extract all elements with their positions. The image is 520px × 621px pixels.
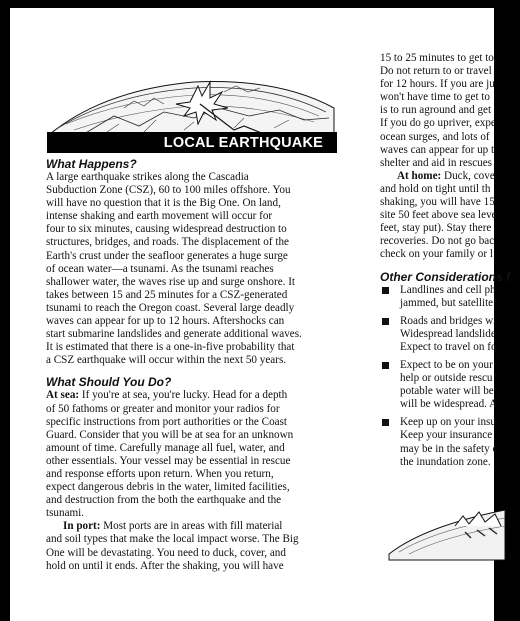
text-line: a CSZ earthquake will occur within the next 50 years. xyxy=(46,354,287,367)
next-section-illustration xyxy=(385,496,505,560)
text-line: jammed, but satellite xyxy=(400,296,494,309)
text-line: recoveries. Do not go bac xyxy=(380,235,495,248)
text-line: is to run aground and get xyxy=(380,104,492,117)
text-line: and soil types that make the local impact worse. The Big xyxy=(46,533,299,546)
text-line: waves can appear for up to 12 hours. Aftershocks can xyxy=(46,315,285,328)
bullet-item xyxy=(380,284,520,310)
text-line: A large earthquake strikes along the Cascadia xyxy=(46,171,249,183)
text-line: specific instructions from port authorities or the Coast xyxy=(46,415,288,428)
square-bullet-icon xyxy=(382,419,389,426)
text-line: four to six minutes, causing widespread destruction to xyxy=(46,223,287,236)
text-line: Subduction Zone (CSZ), 60 to 100 miles offshore. You xyxy=(46,184,291,197)
text-line: It is estimated that there is a one-in-five probability that xyxy=(46,341,295,354)
text-line: shaking, you will have 15 xyxy=(380,196,495,209)
text-line: check on your family or l xyxy=(380,248,493,261)
text-line: the inundation zone. xyxy=(400,455,491,468)
square-bullet-icon xyxy=(382,318,389,325)
text-line: will be widespread. A xyxy=(400,398,498,411)
text-line: hold on until it ends. After the shaking, you will have xyxy=(46,559,284,572)
text-line: takes between 15 and 25 minutes for a CSZ-generated xyxy=(46,288,288,301)
text-line xyxy=(46,520,336,533)
text-line: Keep up on your insu xyxy=(400,416,496,429)
text-line: help or outside rescu xyxy=(400,372,493,385)
document-page xyxy=(10,8,511,621)
text-line xyxy=(380,170,520,183)
text-line: for 12 hours. If you are ju xyxy=(380,78,495,91)
paragraph-in-port-continued xyxy=(380,52,520,170)
text-line: Keep your insurance xyxy=(400,429,493,442)
text-line: One will be devastating. You need to duck, cover, and xyxy=(46,546,286,559)
paragraph-what-happens xyxy=(46,171,336,367)
paragraph-in-port xyxy=(46,520,336,572)
bullet-item xyxy=(380,315,520,354)
text-line: structures, bridges, and roads. The displacement of the xyxy=(46,236,289,249)
text-line: amount of time. Carefully manage all fuel, water, and xyxy=(46,441,285,454)
text-line: If you do go upriver, expe xyxy=(380,117,496,130)
text-line: Do not return to or travel xyxy=(380,65,492,78)
text-line: waves can appear for up t xyxy=(380,143,495,156)
text-line: and destruction from the both the earthquake and the xyxy=(46,494,282,507)
text-line: of ocean water—a tsunami. As the tsunami reaches xyxy=(46,262,274,275)
text-line: ocean surges, and lots of xyxy=(380,130,490,143)
text-line: Roads and bridges wi xyxy=(400,314,497,327)
text-line: tsunami. xyxy=(46,507,85,520)
text-run: Duck, cove xyxy=(441,169,495,182)
text-line: tsunami to reach the Oregon coast. Several large deadly xyxy=(46,301,295,314)
text-line: Earth's crust under the seafloor generates a huge surge xyxy=(46,249,288,262)
text-line: expect dangerous debris in the water, limited facilities, xyxy=(46,481,290,494)
square-bullet-icon xyxy=(382,287,389,294)
in-port-label: In port: xyxy=(63,520,101,533)
text-line: Expect to be on your xyxy=(400,358,493,371)
text-line: other essentials. Your vessel may be essential in rescue xyxy=(46,454,291,467)
heading-what-happens: What Happens? xyxy=(46,157,137,171)
text-run: If you're at sea, you're lucky. Head for a depth xyxy=(79,389,288,402)
text-line: Landlines and cell ph xyxy=(400,283,496,296)
text-run: Most ports are in areas with fill material xyxy=(100,520,283,533)
right-column xyxy=(380,52,520,469)
text-line xyxy=(46,389,336,402)
left-column xyxy=(46,157,336,573)
section-title: LOCAL EARTHQUAKE xyxy=(163,134,323,151)
heading-other-considerations: Other Considerations f xyxy=(380,269,511,284)
text-line: Expect to travel on fo xyxy=(400,340,497,353)
text-line: start submarine landslides and generate additional waves. xyxy=(46,328,302,341)
section-banner xyxy=(47,132,337,153)
square-bullet-icon xyxy=(382,362,389,369)
text-line: and response efforts upon return. When you return, xyxy=(46,467,274,480)
text-line: may be in the safety c xyxy=(400,442,498,455)
text-line: shelter and aid in rescues xyxy=(380,156,492,169)
bullet-item xyxy=(380,416,520,468)
text-line: feet, stay put). Stay there xyxy=(380,222,492,235)
text-line: of 50 fathoms or greater and monitor your radios for xyxy=(46,402,280,415)
text-line: will have no question that it is the Big One. On land, xyxy=(46,197,281,210)
paragraph-at-home xyxy=(380,170,520,262)
text-line: 15 to 25 minutes to get to xyxy=(380,52,494,64)
heading-what-should-you-do: What Should You Do? xyxy=(46,375,172,390)
text-line: won't have time to get to xyxy=(380,91,490,104)
text-line: shallower water, the waves rise up and surge onshore. It xyxy=(46,275,296,288)
text-line: and hold on tight until th xyxy=(380,182,491,195)
text-line: potable water will be xyxy=(400,385,494,398)
at-sea-label: At sea: xyxy=(46,389,80,402)
paragraph-at-sea xyxy=(46,389,336,520)
bullet-item xyxy=(380,359,520,411)
text-line: Guard. Consider that you will be at sea for an unknown xyxy=(46,428,294,441)
text-line: Widespread landslide xyxy=(400,327,496,340)
text-line: site 50 feet above sea leve xyxy=(380,209,497,222)
at-home-label: At home: xyxy=(397,169,442,182)
text-line: intense shaking and earth movement will occur for xyxy=(46,210,273,223)
